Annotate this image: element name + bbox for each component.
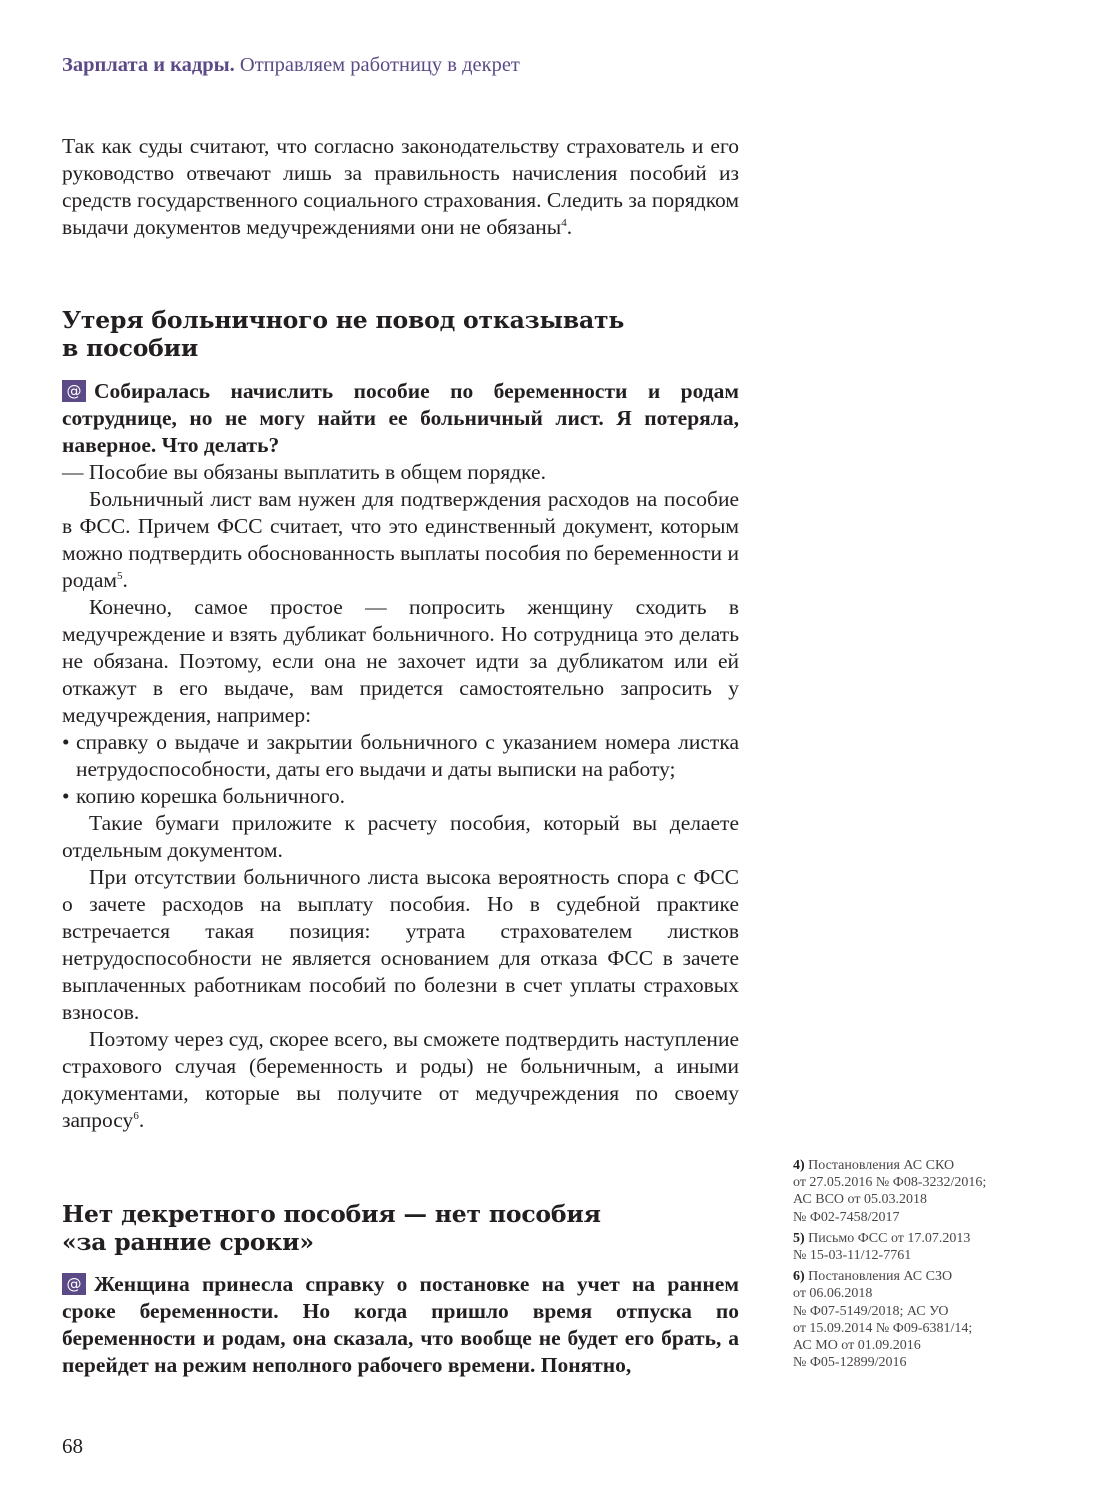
email-at-icon: @: [62, 380, 86, 402]
section-heading-lost-sick-leave: Утеря больничного не повод отказывать в пособии: [62, 306, 625, 362]
answer-lead: — Пособие вы обязаны выплатить в общем порядке.: [62, 460, 546, 484]
reader-question: @ Собиралась начислить пособие по беременности и родам сотруднице, но не могу найти ее больничный лист. Я потеряла, наверное. Что делать?: [62, 379, 739, 457]
footnote-5: 5) Письмо ФСС от 17.07.2013 № 15-03-11/12-7761: [793, 1230, 971, 1264]
paragraph: Больничный лист вам нужен для подтверждения расходов на пособие в ФСС. Причем ФСС считает, что это единственный документ, которым можно подтвердить обоснованность выплаты пособия по беременности и родам$^5$.: [62, 487, 739, 592]
section-name: Зарплата и кадры.: [62, 54, 235, 76]
email-at-icon: @: [62, 1273, 86, 1295]
footnote-ref-5[interactable]: 5: [116, 570, 123, 582]
list-item: • справку о выдаче и закрытии больничного с указанием номера листка нетрудоспособности, даты его выдачи и даты выписки на работу;: [62, 729, 739, 783]
running-header: [62, 54, 520, 77]
section-heading-no-maternity-benefit: Нет декретного пособия — нет пособия «за ранние сроки»: [62, 1200, 601, 1256]
footnote-6: 6) Постановления АС СЗО от 06.06.2018 № Ф07-5149/2018; АС УО от 15.09.2014 № Ф09-6381/14; АС МО от 01.09.2016 № Ф05-12899/2016: [793, 1269, 973, 1371]
footnote-4: 4) Постановления АС СКО от 27.05.2016 № Ф08-3232/2016; АС ВСО от 05.03.2018 № Ф02-7458/2017: [793, 1158, 987, 1225]
paragraph: Поэтому через суд, скорее всего, вы сможете подтвердить наступление страхового случая (беременность и роды) не больничным, а иными документами, которые вы получите от медучреждения по своему запросу$^6$.: [62, 1027, 739, 1132]
section-1-body: [62, 378, 739, 1134]
list-item: • копию корешка больничного.: [62, 783, 739, 810]
paragraph: При отсутствии больничного листа высока вероятность спора с ФСС о зачете расходов на выплату пособия. Но в судебной практике встречается такая позиция: утрата страхователем листков нетрудоспособности не является основанием для отказа ФСС в зачете выплаченных работникам пособий по болезни в счет уплаты страховых взносов.: [62, 865, 739, 1024]
intro-block: [62, 133, 739, 241]
paragraph: Такие бумаги приложите к расчету пособия, который вы делаете отдельным документом.: [62, 811, 739, 862]
footnote-ref-4[interactable]: 4: [561, 217, 567, 229]
reader-question: @ Женщина принесла справку о постановке на учет на раннем сроке беременности. Но когда пришло время отпуска по беременности и родам, она сказала, что вообще не будет его брать, а перейдет на режим неполного рабочего времени. Понятно,: [62, 1272, 739, 1377]
paragraph: Конечно, самое простое — попросить женщину сходить в медучреждение и взять дубликат больничного. Но сотрудница это делать не обязана. Поэтому, если она не захочет идти за дубликатом или ей откажут в его выдаче, вам придется самостоятельно запросить у медучреждения, например:: [62, 595, 739, 727]
page-number: 68: [62, 1434, 83, 1458]
section-2-body: [62, 1271, 739, 1379]
document-list: [62, 729, 739, 810]
intro-paragraph: Так как суды считают, что согласно законодательству страхователь и его руководство отвечают лишь за правильность начисления пособий из средств государственного социального страхования. Следить за порядком выдачи документов медучреждениями они не обязаны$^4$.: [62, 134, 739, 239]
footnote-ref-6[interactable]: 6: [133, 1110, 139, 1122]
footnotes: [793, 1157, 1033, 1375]
chapter-title: Отправляем работницу в декрет: [239, 54, 520, 76]
